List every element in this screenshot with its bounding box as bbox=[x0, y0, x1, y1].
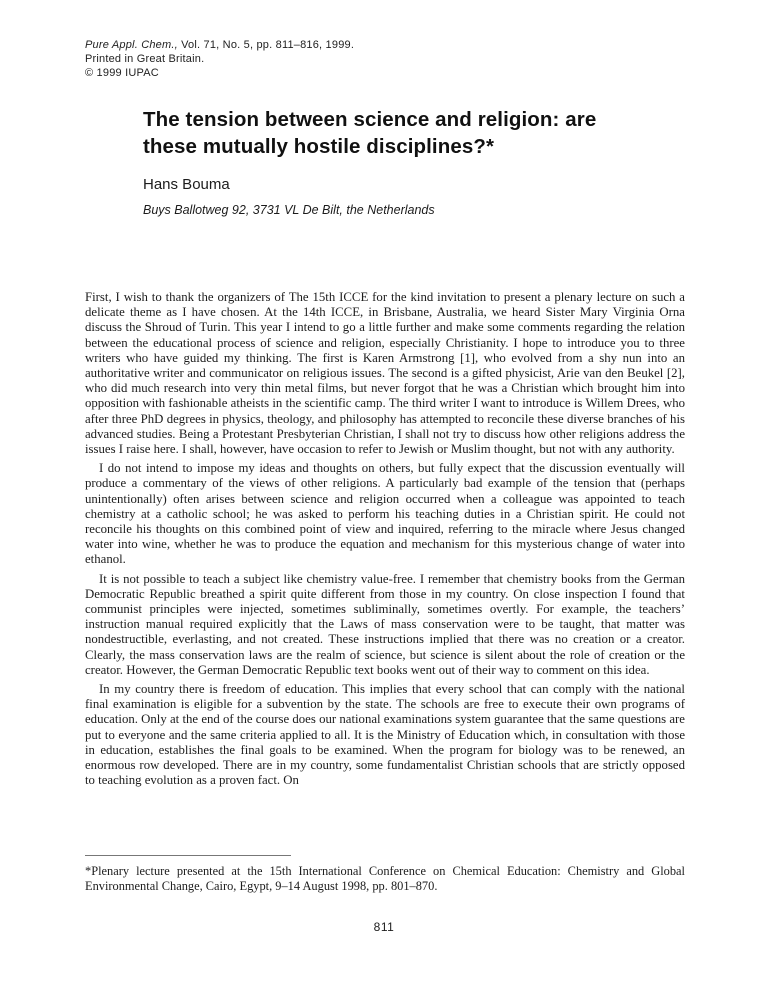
journal-header bbox=[85, 38, 354, 80]
paragraph-4: In my country there is freedom of education. This implies that every school that can comply with the national final examination is eligible for a subvention by the state. The schools are free to execute their own programs of education. Only at the end of the course does our national examinations system guarantee that the same questions are put to everyone and the same criteria applied to all. It is the Ministry of Education which, in consultation with those in education, establishes the final goals to be examined. When the program for biology was to be renewed, an enormous row developed. There are in my country, some fundamentalist Christian schools that are strictly opposed to teaching evolution as a proven fact. On bbox=[85, 682, 685, 788]
article-title-line-2: these mutually hostile disciplines?* bbox=[143, 135, 495, 159]
page-number: 811 bbox=[373, 920, 395, 934]
article-title-line-1: The tension between science and religion: are bbox=[143, 107, 597, 131]
author-name: Hans Bouma bbox=[143, 176, 230, 193]
copyright-line: © 1999 IUPAC bbox=[85, 67, 159, 79]
paragraph-2: I do not intend to impose my ideas and thoughts on others, but fully expect that the discussion eventually will produce a commentary of the views of other religions. A particularly bad example of the tension that (perhaps unintentionally) often arises between science and religion occurred when a colleague was appointed to teach chemistry at a catholic school; he was asked to perform his teaching duties in a Christian spirit. He could not reconcile his thoughts on this combined point of view and inquired, referring to the miracle where Jesus changed water into wine, whether he was to produce the equation and mechanism for this mysterious change of water into ethanol. bbox=[85, 461, 685, 567]
article-body bbox=[85, 290, 685, 793]
footnote-rule bbox=[85, 855, 291, 856]
journal-citation-line bbox=[85, 38, 354, 52]
footnote-text: *Plenary lecture presented at the 15th International Conference on Chemical Education: Chemistry and Global Environmental Change, Cairo, Egypt, 9–14 August 1998, pp. 801–870. bbox=[85, 864, 685, 893]
footnote-block bbox=[85, 855, 685, 894]
paragraph-3: It is not possible to teach a subject like chemistry value-free. I remember that chemistry books from the German Democratic Republic breathed a spirit quite different from those in my country. On close inspection I found that communist principles were injected, sometimes subliminally, sometimes overtly. For example, the teachers’ instruction manual required explicitly that the Laws of mass conservation were to be taught, that matter was nondestructible, everlasting, and not created. These instructions implied that there was no creation or a creator. Clearly, the mass conservation laws are the realm of science, but science is silent about the role of creation or the creator. However, the German Democratic Republic text books went out of their way to comment on this idea. bbox=[85, 571, 685, 677]
printed-in-line: Printed in Great Britain. bbox=[85, 53, 205, 65]
article-title bbox=[143, 106, 703, 161]
paragraph-1: First, I wish to thank the organizers of The 15th ICCE for the kind invitation to present a plenary lecture on such a delicate theme as I have chosen. At the 14th ICCE, in Brisbane, Australia, we heard Sister Mary Virginia Orna discuss the Shroud of Turin. This year I intend to go a little further and make some comments regarding the relation between the educational process of science and religion, especially Christianity. I hope to introduce you to three writers who have guided my thinking. The first is Karen Armstrong [1], who evolved from a shy nun into an authoritative writer and communicator on religious issues. The second is a gifted physicist, Arie van den Beukel [2], who did much research into very thin metal films, but never forgot that he was a Christian which brought him into opposition with fashionable atheists in the scientific camp. The third writer I want to introduce is Willem Drees, who after three PhD degrees in physics, theology, and philosophy has attempted to reconcile these diverse branches of his advanced studies. Being a Protestant Presbyterian Christian, I shall not try to discuss how other religions address the issues I raise here. I shall, however, have occasion to refer to Jewish or Muslim thought, but not with any authority. bbox=[85, 290, 685, 457]
journal-name: Pure Appl. Chem., bbox=[85, 39, 178, 51]
author-affiliation: Buys Ballotweg 92, 3731 VL De Bilt, the Netherlands bbox=[143, 203, 435, 217]
journal-citation-rest: Vol. 71, No. 5, pp. 811–816, 1999. bbox=[177, 39, 355, 51]
